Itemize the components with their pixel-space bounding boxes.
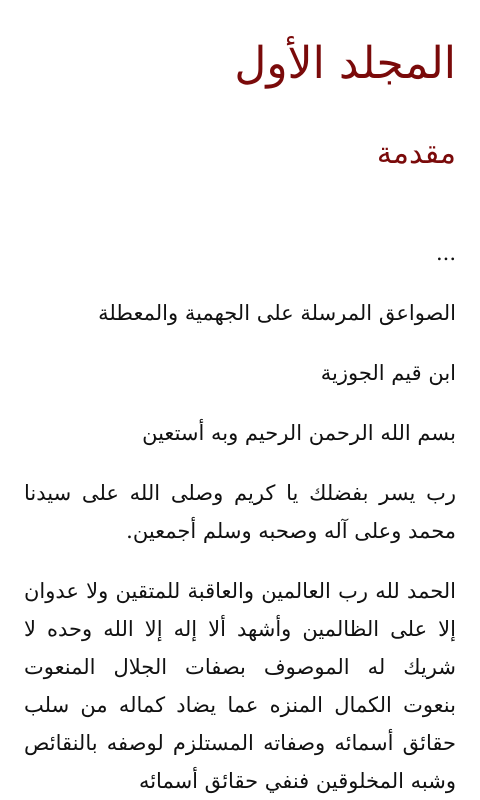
ellipsis-paragraph: ... [435, 241, 456, 265]
praise-paragraph: الحمد لله رب العالمين والعاقبة للمتقين ولا عدوان إلا على الظالمين وأشهد ألا إله إلا الله وحده لا شريك له الموصوف بصفات الجلال المنعوت بنعوت الكمال المنزه عما يضاد كماله من سلب حقائق أسمائه وصفاته المستلزم لوصفه بالنقائص وشبه المخلوقين فنفي حقائق أسمائه [24, 579, 457, 793]
author-paragraph: ابن قيم الجوزية [320, 361, 456, 385]
basmala-paragraph: بسم الله الرحمن الرحيم وبه أستعين [142, 421, 456, 445]
book-title-paragraph: الصواعق المرسلة على الجهمية والمعطلة [98, 301, 456, 325]
volume-title: المجلد الأول [234, 38, 456, 89]
section-title: مقدمة [376, 136, 456, 171]
prayer-paragraph: رب يسر بفضلك يا كريم وصلى الله على سيدنا محمد وعلى آله وصحبه وسلم أجمعين. [24, 481, 456, 543]
